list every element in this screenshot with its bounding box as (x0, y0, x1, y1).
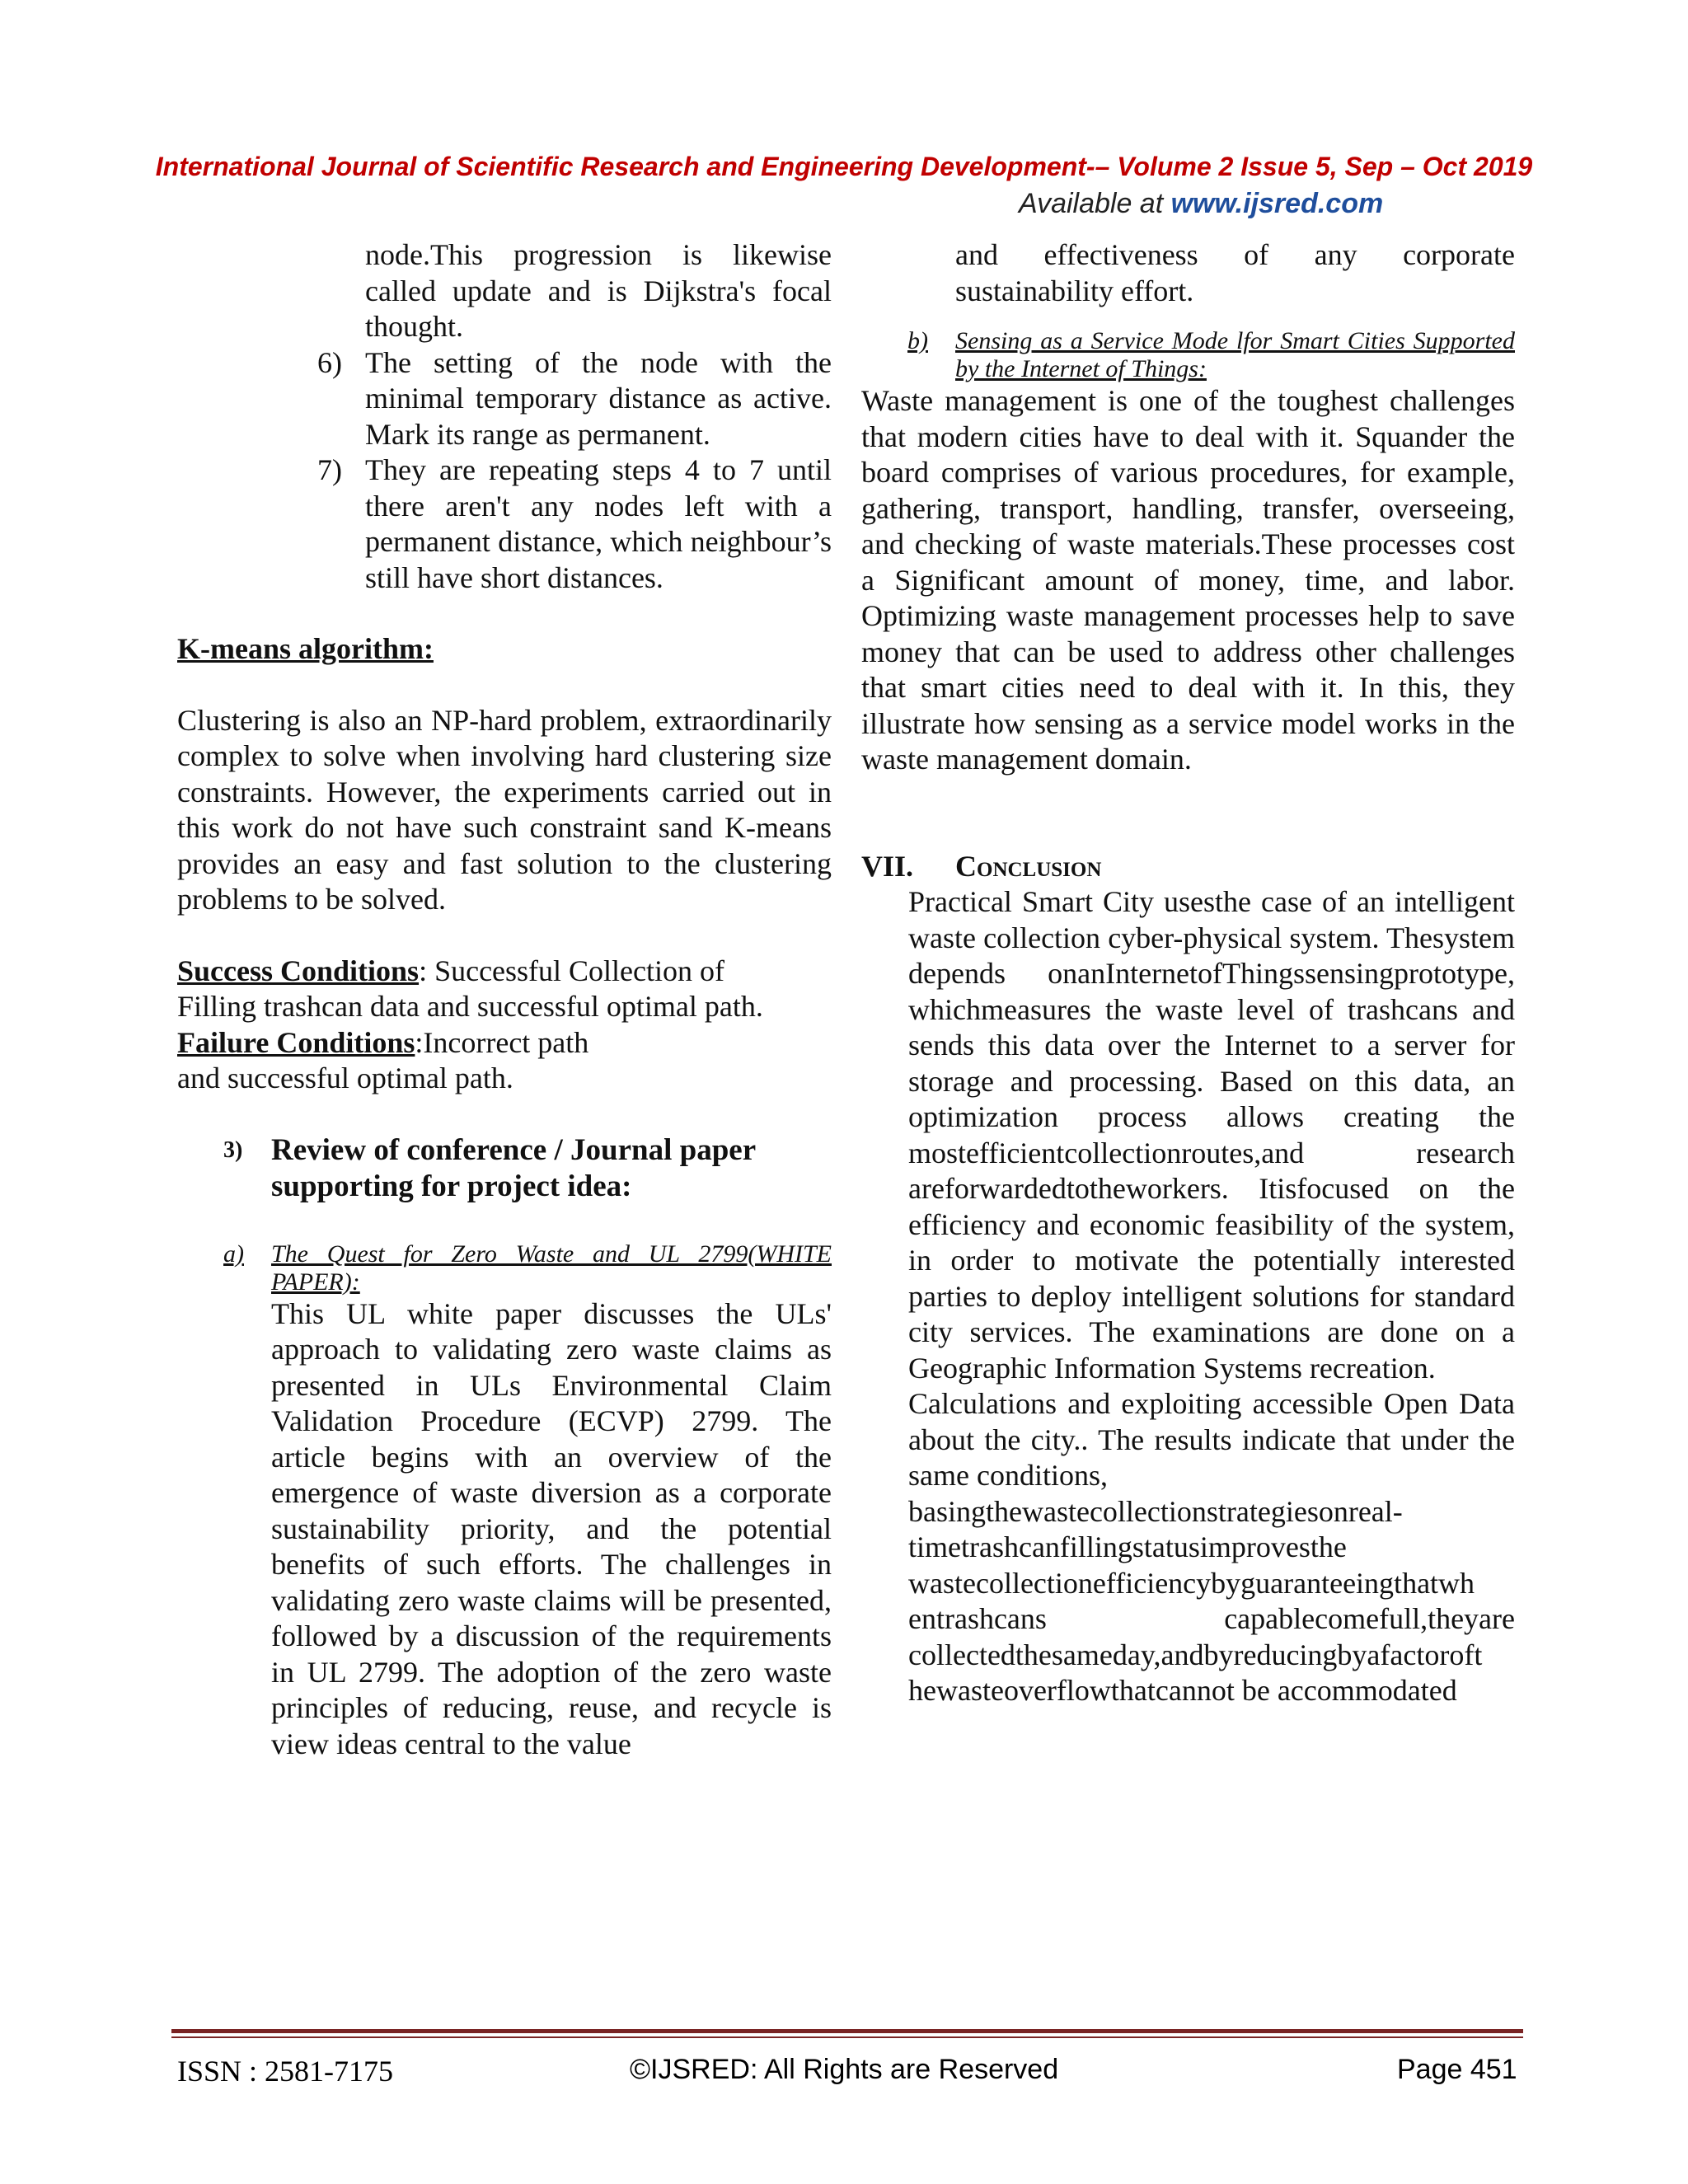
success-conditions (177, 954, 832, 990)
success-text: : Successful Collection of (419, 954, 724, 987)
footer-issn: ISSN : 2581-7175 (177, 2055, 394, 2088)
review-number: 3) (223, 1137, 243, 1163)
conclusion-text: entrashcans capablecomefull,theyare collectedthesameday,andbyreducingbyafactoroft hewasteoverflowthatcannot be accommodated (908, 1602, 1515, 1707)
list-number: 6) (317, 345, 342, 379)
footer-rule-thin (171, 2036, 1523, 2038)
availability-line (1019, 188, 1383, 220)
continued-paragraph: node.This progression is likewise called update and is Dijkstra's focal thought. (365, 238, 832, 343)
kmeans-heading: K-means algorithm: (177, 632, 434, 665)
journal-website-link[interactable]: www.ijsred.com (1170, 188, 1384, 219)
failure-conditions (177, 1025, 832, 1062)
kmeans-paragraph: Clustering is also an NP-hard problem, extraordinarily complex to solve when involving hard clustering size constraints. However, the experiments carried out in this work do not have such constraint sand K-means provides an easy and fast solution to the clustering problems to be solved. (177, 703, 832, 916)
conclusion-text: Calculations and exploiting accessible Open Data about the city.. The results indicate that under the same conditions, (908, 1387, 1515, 1492)
subsection-b-paragraph: Waste management is one of the toughest challenges that modern cities have to deal with it. Squander the board comprises of various procedures, for example, gathering, transport, handling, transfer, overseeing, and checking of waste materials.These processes cost a Significant amount of money, time, and labor. Optimizing waste management processes help to save money that can be used to address other challenges that smart cities need to deal with it. In this, they illustrate how sensing as a service model works in the waste management domain. (861, 384, 1515, 776)
failure-text: :Incorrect path (415, 1025, 589, 1059)
footer-page-number: Page 451 (1397, 2054, 1517, 2085)
left-column (177, 237, 832, 1762)
review-title (271, 1132, 832, 1205)
review-title-text: Review of conference / Journal paper supporting for project idea (271, 1132, 756, 1203)
list-text: The setting of the node with the minimal temporary distance as active. Mark its range as permanent. (365, 345, 832, 451)
subsection-b-title: Sensing as a Service Mode lfor Smart Cities Supported by the Internet of Things: (955, 327, 1515, 382)
section-title: Conclusion (955, 849, 1102, 883)
subsection-a-heading (223, 1240, 832, 1296)
subsection-a-title: The Quest for Zero Waste and UL 2799(WHITE PAPER): (271, 1240, 832, 1296)
section-number: VII. (861, 849, 914, 883)
conclusion-paragraph-2 (908, 1386, 1515, 1709)
right-column (861, 237, 1515, 1709)
conclusion-heading (861, 849, 1515, 885)
continued-paragraph: and effectiveness of any corporate sustainability effort. (955, 238, 1515, 307)
available-prefix: Available at (1019, 188, 1171, 219)
failure-label: Failure Conditions (177, 1025, 415, 1059)
journal-title: International Journal of Scientific Research and Engineering Development-– Volume 2 Issue 5, Sep – Oct 2019 (155, 152, 1533, 181)
subsection-b-heading (907, 327, 1515, 383)
failure-conditions-line2: and successful optimal path. (177, 1062, 513, 1094)
review-heading (223, 1132, 832, 1205)
success-conditions-line2: Filling trashcan data and successful optimal path. (177, 990, 763, 1023)
conclusion-paragraph-1: Practical Smart City usesthe case of an intelligent waste collection cyber-physical system. Thesystem depends onanInternetofThingssensingprototype, whichmeasures the waste level of trashcans and sends this data over the Internet to a server for storage and processing. Based on this data, an optimization process allows creating the mostefficientcollectionroutes,and research areforwardedtotheworkers. Itisfocused on the efficiency and economic feasibility of the system, in order to motivate the potentially interested parties to deploy intelligent solutions for standard city services. The examinations are done on a Geographic Information Systems recreation. (908, 885, 1515, 1385)
review-colon: : (621, 1169, 632, 1203)
subsection-a-paragraph: This UL white paper discusses the ULs' approach to validating zero waste claims as presented in ULs Environmental Claim Validation Procedure (ECVP) 2799. The article begins with an overview of the emergence of waste diversion as a corporate sustainability priority, and the potential benefits of such efforts. The challenges in validating zero waste claims will be presented, followed by a discussion of the requirements in UL 2799. The adoption of the zero waste principles of reducing, reuse, and recycle is view ideas central to the value (271, 1296, 832, 1760)
list-item (317, 452, 832, 596)
conclusion-line: basingthewastecollectionstrategiesonreal- (908, 1494, 1403, 1528)
list-number: 7) (317, 453, 342, 486)
footer-rights: ©IJSRED: All Rights are Reserved (630, 2054, 1059, 2085)
footer-rule (171, 2029, 1523, 2033)
success-label: Success Conditions (177, 954, 420, 987)
list-item (317, 345, 832, 453)
conclusion-line: wastecollectionefficiencybyguaranteeingthatwh (908, 1566, 1475, 1600)
subsection-a-label: a) (223, 1240, 244, 1268)
conclusion-line: timetrashcanfillingstatusimprovesthe (908, 1530, 1347, 1563)
subsection-b-label: b) (907, 327, 928, 354)
list-text: They are repeating steps 4 to 7 until there aren't any nodes left with a permanent distance, which neighbour’s still have short distances. (365, 453, 832, 594)
